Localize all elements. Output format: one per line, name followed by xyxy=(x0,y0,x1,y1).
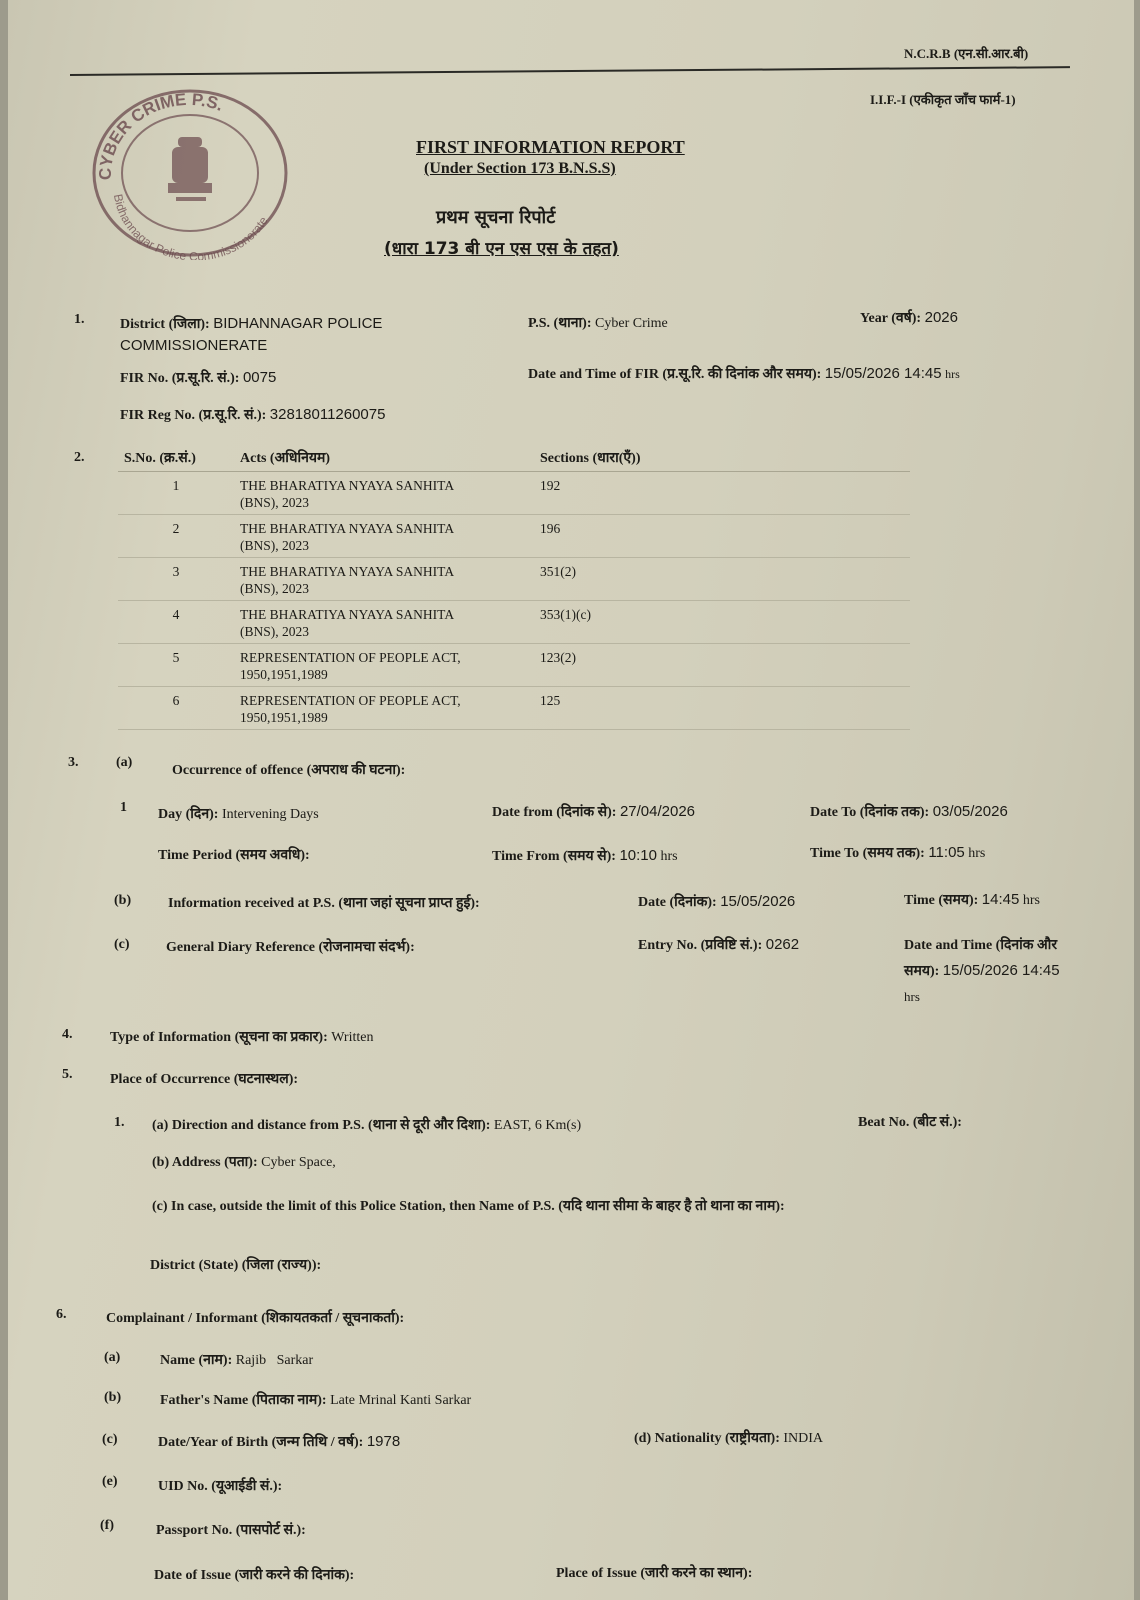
svg-text:CYBER CRIME P.S.: CYBER CRIME P.S. xyxy=(95,89,226,181)
svg-text:Bidhannagar Police Commissione: Bidhannagar Police Commissionerate xyxy=(110,193,271,260)
fir-datetime-field xyxy=(528,364,960,383)
entry-no-value: 0262 xyxy=(765,936,800,953)
report-subtitle: (Under Section 173 B.N.S.S) xyxy=(424,160,616,177)
dob-field xyxy=(158,1432,400,1451)
sub-label-d: (d) xyxy=(634,1431,652,1446)
sno-cell: 1 xyxy=(118,472,234,515)
header-rule xyxy=(70,66,1070,76)
section-cell: 125 xyxy=(534,687,910,730)
report-subtitle-hindi: (धारा 173 बी एन एस एस के तहत) xyxy=(384,239,619,259)
dob-label: Date/Year of Birth (जन्म तिथि / वर्ष): xyxy=(158,1435,364,1450)
act-cell xyxy=(234,515,534,558)
day-value: Intervening Days xyxy=(221,807,319,822)
sub-label-e: (e) xyxy=(102,1474,118,1489)
report-title-hindi: प्रथम सूचना रिपोर्ट xyxy=(436,207,556,228)
sno-cell: 2 xyxy=(118,515,234,558)
sections-header: Sections (धारा(एँ)) xyxy=(534,442,910,472)
info-date-value: 15/05/2026 xyxy=(720,893,796,910)
fir-document xyxy=(8,0,1134,1600)
sub-number: 1 xyxy=(120,800,127,815)
fir-no-field xyxy=(120,368,276,387)
sno-cell: 4 xyxy=(118,601,234,644)
entry-no-label: Entry No. (प्रविष्टि सं.): xyxy=(638,938,763,953)
act-year: (BNS), 2023 xyxy=(240,581,310,596)
address-field xyxy=(152,1152,336,1171)
address-value: Cyber Space, xyxy=(261,1155,336,1170)
sub-label-b: (b) xyxy=(104,1390,122,1405)
act-name: THE BHARATIYA NYAYA SANHITA xyxy=(240,607,455,622)
info-received-label: Information received at P.S. (थाना जहां सूचना प्राप्त हुई): xyxy=(168,896,480,911)
fir-reg-field xyxy=(120,405,385,424)
direction-field xyxy=(152,1115,581,1134)
year-value: 2026 xyxy=(924,309,958,326)
section-cell: 123(2) xyxy=(534,644,910,687)
info-time-field xyxy=(904,890,1040,909)
year-label: Year (वर्ष): xyxy=(860,311,922,326)
act-year: (BNS), 2023 xyxy=(240,495,310,510)
fir-reg-value: 32818011260075 xyxy=(269,406,386,423)
father-name-value: Late Mrinal Kanti Sarkar xyxy=(330,1393,472,1408)
sub-label-a: (a) xyxy=(104,1350,121,1365)
table-row xyxy=(118,601,910,644)
name-field xyxy=(160,1350,313,1369)
sub-label-b: (b) xyxy=(114,893,132,908)
info-time-label: Time (समय): xyxy=(904,893,979,908)
act-year: (BNS), 2023 xyxy=(240,624,310,639)
info-date-field xyxy=(638,892,795,911)
nationality-value: INDIA xyxy=(783,1431,824,1446)
district-value-cont: COMMISSIONERATE xyxy=(120,337,268,354)
date-from-value: 27/04/2026 xyxy=(619,803,696,820)
gd-datetime-value: 15/05/2026 14:45 xyxy=(942,962,1060,979)
district-field xyxy=(120,314,382,333)
fir-reg-label: FIR Reg No. (प्र.सू.रि. सं.): xyxy=(120,408,267,423)
act-cell xyxy=(234,558,534,601)
place-occurrence-label: Place of Occurrence (घटनास्थल): xyxy=(110,1072,299,1087)
complainant-label: Complainant / Informant (शिकायतकर्ता / सूचनाकर्ता): xyxy=(106,1311,405,1326)
info-time-unit: hrs xyxy=(1022,893,1040,908)
info-type-field xyxy=(110,1027,373,1046)
sno-cell: 3 xyxy=(118,558,234,601)
time-period-label: Time Period (समय अवधि): xyxy=(158,848,310,863)
section-number: 5. xyxy=(62,1067,73,1082)
emblem-icon xyxy=(168,137,212,201)
ncrb-label: N.C.R.B (एन.सी.आर.बी) xyxy=(904,46,1029,61)
sub-number: 1. xyxy=(114,1115,125,1130)
nationality-label: Nationality (राष्ट्रीयता): xyxy=(654,1431,780,1446)
time-to-label: Time To (समय तक): xyxy=(810,846,925,861)
ps-label: P.S. (थाना): xyxy=(528,316,592,331)
section-cell: 351(2) xyxy=(534,558,910,601)
act-cell xyxy=(234,644,534,687)
sno-cell: 5 xyxy=(118,644,234,687)
time-from-unit: hrs xyxy=(660,849,678,864)
uid-label: UID No. (यूआईडी सं.): xyxy=(158,1479,283,1494)
year-field xyxy=(860,308,958,327)
day-field xyxy=(158,804,319,823)
act-cell xyxy=(234,601,534,644)
time-to-value: 11:05 xyxy=(928,844,965,861)
table-row xyxy=(118,687,910,730)
acts-table-header xyxy=(118,442,910,472)
act-cell xyxy=(234,472,534,515)
gd-datetime-label: Date and Time (दिनांक और xyxy=(904,938,1058,953)
act-name: REPRESENTATION OF PEOPLE ACT, xyxy=(240,650,461,665)
info-type-label: Type of Information (सूचना का प्रकार): xyxy=(110,1030,328,1045)
ps-field xyxy=(528,313,668,332)
passport-label: Passport No. (पासपोर्ट सं.): xyxy=(156,1523,306,1538)
gd-datetime-unit: hrs xyxy=(904,989,920,1004)
direction-label: (a) Direction and distance from P.S. (थाना से दूरी और दिशा): xyxy=(152,1118,491,1133)
section-number: 6. xyxy=(56,1307,67,1322)
date-from-label: Date from (दिनांक से): xyxy=(492,805,617,820)
time-to-unit: hrs xyxy=(968,846,986,861)
gd-ref-label: General Diary Reference (रोजनामचा संदर्भ): xyxy=(166,940,415,955)
fir-datetime-label: Date and Time of FIR (प्र.सू.रि. की दिनांक और समय): xyxy=(528,367,822,382)
date-to-field xyxy=(810,802,1008,821)
table-row xyxy=(118,644,910,687)
fir-datetime-unit: hrs xyxy=(945,367,960,381)
father-name-field xyxy=(160,1390,471,1409)
time-to-field xyxy=(810,843,985,862)
iif-label: I.I.F.-I (एकीकृत जाँच फार्म-1) xyxy=(870,92,1016,107)
place-of-issue-label: Place of Issue (जारी करने का स्थान): xyxy=(556,1566,753,1581)
date-to-value: 03/05/2026 xyxy=(932,803,1008,820)
gd-datetime-label-cont: समय): xyxy=(904,964,940,979)
section-cell: 192 xyxy=(534,472,910,515)
info-time-value: 14:45 xyxy=(981,891,1020,908)
district-state-label: District (State) (जिला (राज्य)): xyxy=(150,1258,322,1273)
section-number: 1. xyxy=(74,312,85,327)
outside-ps-label: (c) In case, outside the limit of this Police Station, then Name of P.S. (यदि थाना सीमा के बाहर है तो थाना का नाम): xyxy=(152,1199,785,1214)
act-year: 1950,1951,1989 xyxy=(240,667,328,682)
act-year: 1950,1951,1989 xyxy=(240,710,328,725)
police-seal xyxy=(86,85,291,260)
direction-value: EAST, 6 Km(s) xyxy=(493,1118,582,1133)
beat-no-label: Beat No. (बीट सं.): xyxy=(858,1115,962,1130)
info-date-label: Date (दिनांक): xyxy=(638,895,717,910)
nationality-field xyxy=(634,1428,823,1447)
entry-no-field xyxy=(638,935,799,954)
time-from-field xyxy=(492,846,678,865)
time-from-label: Time From (समय से): xyxy=(492,849,616,864)
table-row xyxy=(118,472,910,515)
date-from-field xyxy=(492,802,695,821)
date-of-issue-label: Date of Issue (जारी करने की दिनांक): xyxy=(154,1568,355,1583)
act-year: (BNS), 2023 xyxy=(240,538,310,553)
district-value: BIDHANNAGAR POLICE xyxy=(213,315,383,332)
acts-table xyxy=(118,442,910,730)
table-row xyxy=(118,515,910,558)
section-number: 2. xyxy=(74,450,85,465)
table-row xyxy=(118,558,910,601)
day-label: Day (दिन): xyxy=(158,807,219,822)
acts-header: Acts (अधिनियम) xyxy=(234,442,534,472)
fir-no-value: 0075 xyxy=(242,369,277,386)
act-name: THE BHARATIYA NYAYA SANHITA xyxy=(240,478,455,493)
fir-datetime-value: 15/05/2026 14:45 xyxy=(824,365,942,382)
father-name-label: Father's Name (पिताका नाम): xyxy=(160,1393,327,1408)
section-number: 3. xyxy=(68,755,79,770)
section-cell: 353(1)(c) xyxy=(534,601,910,644)
act-cell xyxy=(234,687,534,730)
sno-header: S.No. (क्र.सं.) xyxy=(118,442,234,472)
ps-value: Cyber Crime xyxy=(595,316,668,331)
name-value: Rajib Sarkar xyxy=(235,1353,314,1368)
sub-label-a: (a) xyxy=(116,755,133,770)
sub-label-f: (f) xyxy=(100,1518,114,1533)
act-name: THE BHARATIYA NYAYA SANHITA xyxy=(240,521,455,536)
section-number: 4. xyxy=(62,1027,73,1042)
occurrence-label: Occurrence of offence (अपराध की घटना): xyxy=(172,763,406,778)
time-from-value: 10:10 xyxy=(619,847,657,864)
dob-value: 1978 xyxy=(366,1433,401,1450)
info-type-value: Written xyxy=(331,1030,374,1045)
sub-label-c: (c) xyxy=(102,1432,118,1447)
act-name: REPRESENTATION OF PEOPLE ACT, xyxy=(240,693,461,708)
sub-label-c: (c) xyxy=(114,937,130,952)
gd-datetime-field xyxy=(904,933,1114,1010)
section-cell: 196 xyxy=(534,515,910,558)
sno-cell: 6 xyxy=(118,687,234,730)
report-title: FIRST INFORMATION REPORT xyxy=(416,137,685,157)
address-label: (b) Address (पता): xyxy=(152,1155,258,1170)
date-to-label: Date To (दिनांक तक): xyxy=(810,805,930,820)
act-name: THE BHARATIYA NYAYA SANHITA xyxy=(240,564,455,579)
district-label: District (जिला): xyxy=(120,317,210,332)
fir-no-label: FIR No. (प्र.सू.रि. सं.): xyxy=(120,371,240,386)
name-label: Name (नाम): xyxy=(160,1353,233,1368)
